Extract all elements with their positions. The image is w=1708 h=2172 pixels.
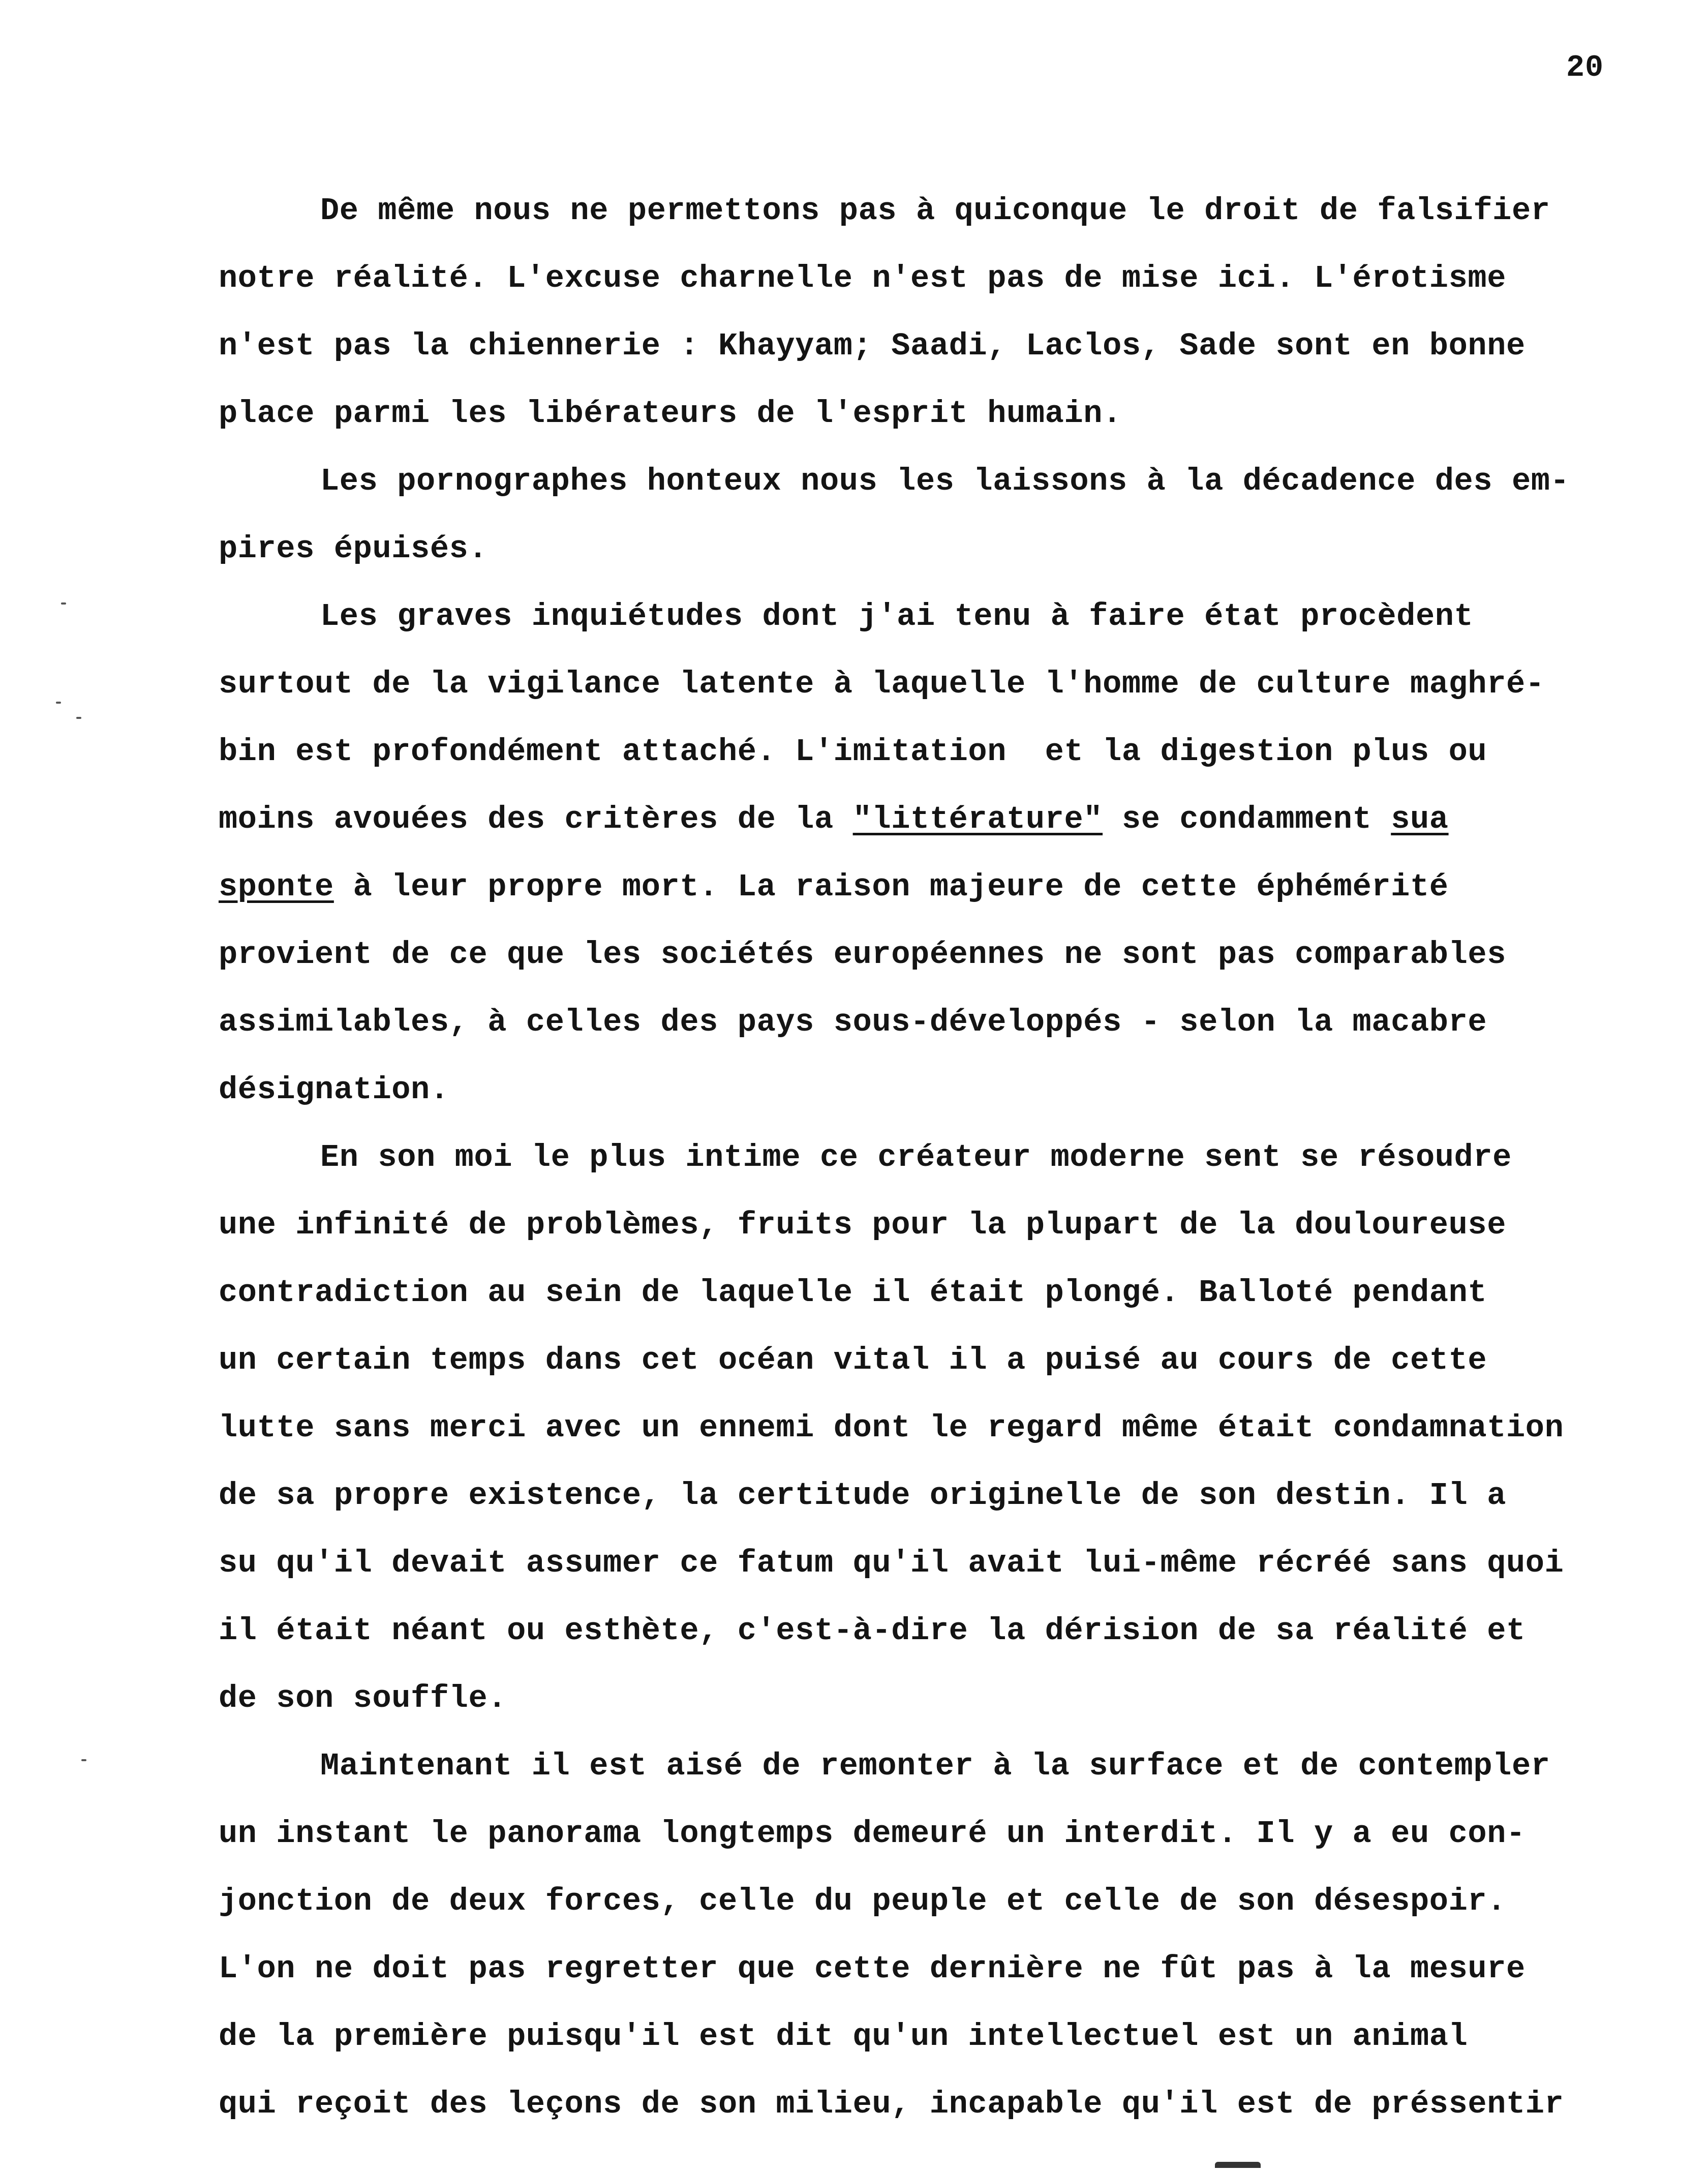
text-line: pires épuisés.: [219, 531, 488, 567]
text-line: Les graves inquiétudes dont j'ai tenu à faire état procèdent: [320, 598, 1474, 635]
page-number: 20: [1566, 51, 1604, 85]
text-segment: se condamment: [1103, 801, 1391, 837]
text-line: surtout de la vigilance latente à laquelle l'homme de culture maghré-: [219, 666, 1545, 702]
scan-speck: [81, 1759, 86, 1761]
text-line: Les pornographes honteux nous les laissons à la décadence des em-: [320, 463, 1570, 499]
body-text: [219, 177, 1657, 2138]
text-line: qui reçoit des leçons de son milieu, incapable qu'il est de préssentir: [219, 2086, 1564, 2122]
text-line: un certain temps dans cet océan vital il a puisé au cours de cette: [219, 1342, 1487, 1378]
underlined-word: sua: [1391, 801, 1449, 837]
scan-speck: [61, 602, 66, 605]
text-segment: à leur propre mort. La raison majeure de cette éphémérité: [333, 869, 1449, 905]
bottom-ink-mark: [1215, 2162, 1261, 2168]
scan-speck: [56, 702, 61, 704]
text-line: contradiction au sein de laquelle il était plongé. Balloté pendant: [219, 1275, 1487, 1311]
text-line: un instant le panorama longtemps demeuré un interdit. Il y a eu con-: [219, 1816, 1526, 1852]
underlined-word: "littérature": [852, 801, 1103, 837]
text-line: de sa propre existence, la certitude originelle de son destin. Il a: [219, 1477, 1507, 1514]
text-line: Maintenant il est aisé de remonter à la surface et de contempler: [320, 1748, 1550, 1784]
text-line: jonction de deux forces, celle du peuple et celle de son désespoir.: [219, 1883, 1507, 1919]
scan-speck: [76, 717, 81, 719]
underlined-word: sponte: [219, 869, 334, 905]
text-line: su qu'il devait assumer ce fatum qu'il avait lui-même récréé sans quoi: [219, 1545, 1564, 1581]
text-line: de la première puisqu'il est dit qu'un intellectuel est un animal: [219, 2018, 1468, 2055]
text-line: lutte sans merci avec un ennemi dont le regard même était condamnation: [219, 1410, 1564, 1446]
text-line: il était néant ou esthète, c'est-à-dire la dérision de sa réalité et: [219, 1613, 1526, 1649]
text-line: assimilables, à celles des pays sous-développés - selon la macabre: [219, 1004, 1487, 1040]
text-line: bin est profondément attaché. L'imitation et la digestion plus ou: [219, 734, 1487, 770]
text-line: une infinité de problèmes, fruits pour la plupart de la douloureuse: [219, 1207, 1507, 1243]
text-line: [219, 853, 1657, 921]
text-line: notre réalité. L'excuse charnelle n'est pas de mise ici. L'érotisme: [219, 260, 1507, 296]
text-segment: moins avouées des critères de la: [219, 801, 853, 837]
text-line: désignation.: [219, 1072, 449, 1108]
text-line: [219, 786, 1657, 853]
text-line: provient de ce que les sociétés européennes ne sont pas comparables: [219, 937, 1507, 973]
text-line: n'est pas la chiennerie : Khayyam; Saadi, Laclos, Sade sont en bonne: [219, 328, 1526, 364]
text-line: En son moi le plus intime ce créateur moderne sent se résoudre: [320, 1139, 1512, 1175]
text-line: place parmi les libérateurs de l'esprit humain.: [219, 396, 1122, 432]
text-line: De même nous ne permettons pas à quiconque le droit de falsifier: [320, 193, 1550, 229]
text-line: de son souffle.: [219, 1680, 507, 1716]
text-line: L'on ne doit pas regretter que cette dernière ne fût pas à la mesure: [219, 1951, 1526, 1987]
